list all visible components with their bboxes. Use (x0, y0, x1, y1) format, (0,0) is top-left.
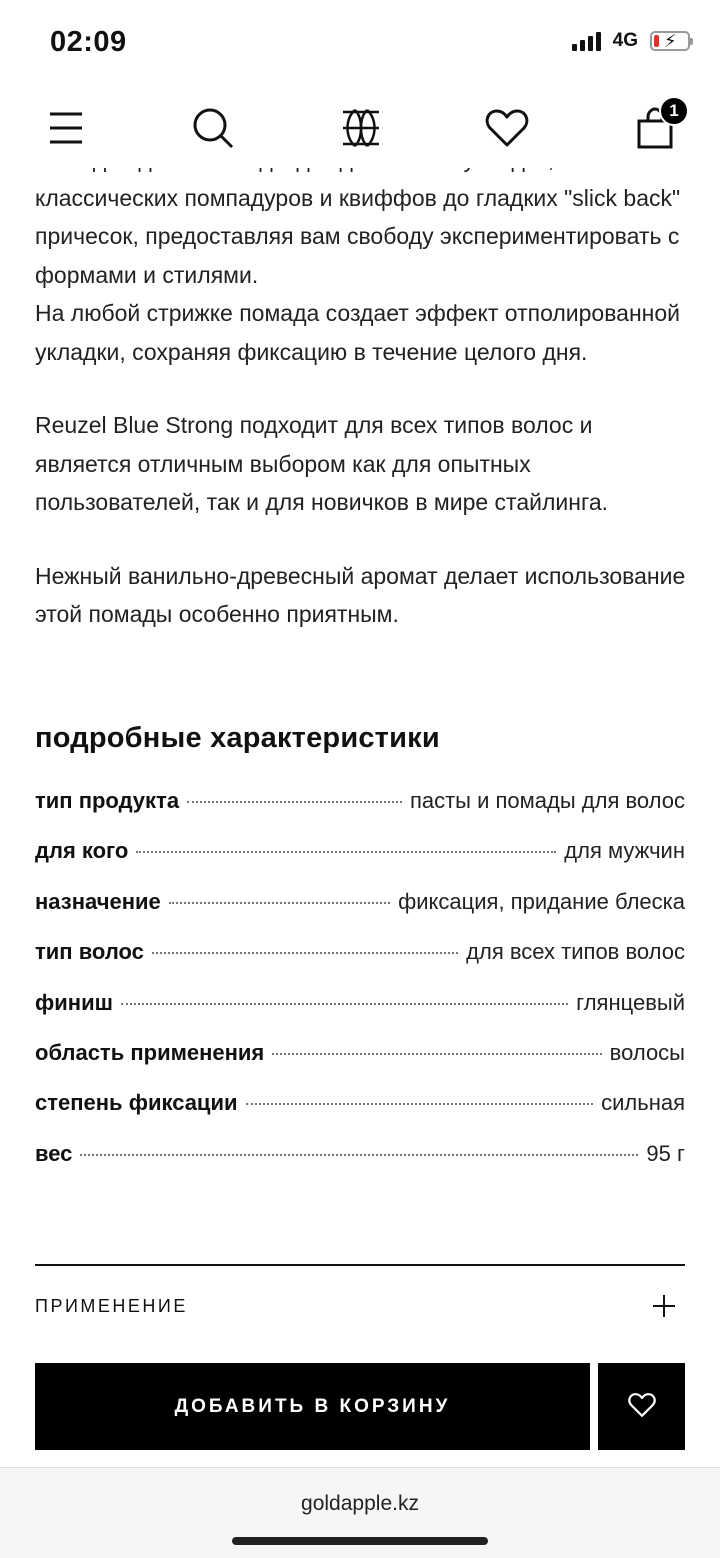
spec-key: вес (35, 1140, 73, 1166)
browser-url[interactable]: goldapple.kz (301, 1492, 419, 1515)
heart-icon (628, 1392, 656, 1421)
spec-row (35, 939, 685, 989)
cart-count-badge: 1 (659, 96, 689, 126)
browser-address-bar (0, 1467, 720, 1558)
specs-table (35, 788, 685, 1191)
top-navigation (0, 88, 720, 168)
spec-row (35, 990, 685, 1040)
hamburger-icon[interactable] (40, 102, 92, 154)
add-to-cart-button[interactable]: ДОБАВИТЬ В КОРЗИНУ (35, 1363, 590, 1450)
spec-value: сильная (601, 1090, 685, 1116)
spec-key: тип волос (35, 939, 144, 965)
search-icon[interactable] (187, 102, 239, 154)
spec-key: назначение (35, 888, 161, 914)
spec-key: тип продукта (35, 788, 180, 813)
spec-key: степень фиксации (35, 1090, 238, 1116)
description-paragraph: Нежный ванильно-древесный аромат делает использование этой помады особенно приятным. (35, 562, 686, 627)
spec-key: для кого (35, 838, 129, 864)
spec-row (35, 1090, 685, 1140)
accordion-usage[interactable] (35, 1266, 685, 1346)
spec-row (35, 1040, 685, 1090)
battery-icon: ⚡ (650, 31, 690, 51)
spec-value: волосы (609, 1039, 685, 1065)
add-to-favorites-button[interactable] (598, 1363, 685, 1450)
plus-icon[interactable] (653, 1288, 675, 1325)
status-bar (0, 0, 720, 88)
network-type: 4G (612, 30, 638, 51)
spec-key: область применения (35, 1039, 265, 1065)
spec-value: 95 г (646, 1140, 685, 1166)
spec-value: фиксация, придание блеска (398, 888, 685, 914)
heart-icon[interactable] (481, 102, 533, 154)
spec-row (35, 1141, 685, 1191)
description-paragraph: классических помпадуров и квиффов до гладких "slick back" причесок, предоставляя вам свободу экспериментировать с формами и стилями. (35, 184, 681, 288)
shopping-bag-icon[interactable] (629, 102, 681, 154)
spec-value: глянцевый (576, 989, 685, 1015)
spec-value: пасты и помады для волос (409, 788, 685, 813)
spec-row (35, 838, 685, 888)
spec-key: финиш (35, 989, 113, 1015)
home-indicator[interactable] (232, 1537, 488, 1545)
spec-value: для мужчин (564, 838, 685, 864)
spec-row (35, 889, 685, 939)
cellular-signal-icon (572, 31, 601, 51)
status-time: 02:09 (50, 26, 127, 58)
description-paragraph: Reuzel Blue Strong подходит для всех типов волос и является отличным выбором как для опытных пользователей, так и для новичков в мире стайлинга. (35, 412, 609, 515)
brand-logo-icon[interactable] (335, 102, 387, 154)
status-indicators (572, 30, 690, 52)
product-description (35, 140, 695, 634)
accordion-label: ПРИМЕНЕНИЕ (35, 1295, 188, 1316)
spec-row (35, 788, 685, 838)
specs-title: подробные характеристики (35, 722, 440, 754)
spec-value: для всех типов волос (466, 939, 685, 965)
description-paragraph: На любой стрижке помада создает эффект отполированной укладки, сохраняя фиксацию в течение целого дня. (35, 300, 680, 365)
